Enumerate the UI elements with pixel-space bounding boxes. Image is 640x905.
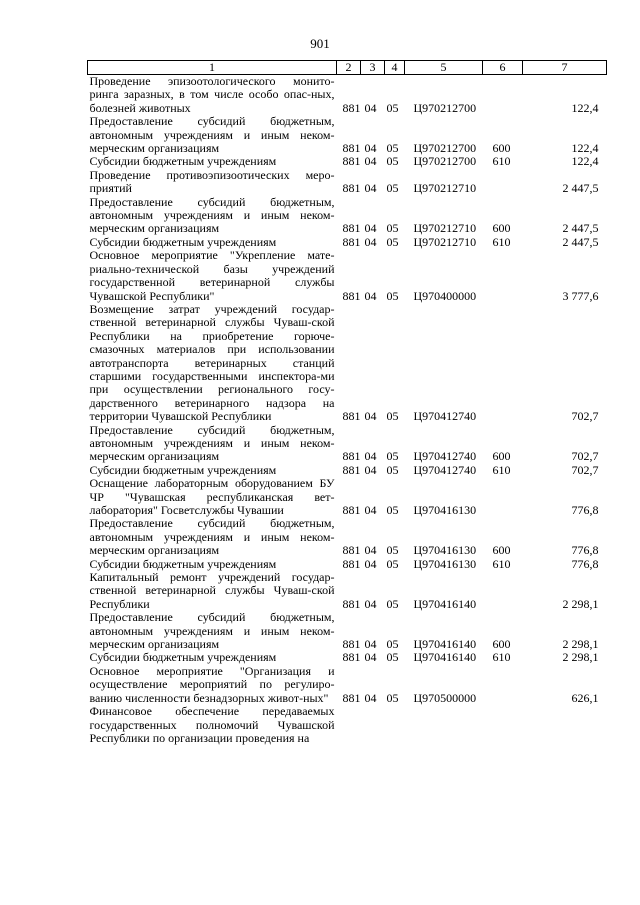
- row-expense-type-cell: 610: [492, 650, 511, 665]
- table-row: [88, 517, 607, 557]
- row-subsection-cell: 05: [386, 100, 399, 115]
- row-section-cell: 04: [364, 234, 377, 249]
- row-org-code-cell: 881: [342, 596, 361, 611]
- row-section-cell: 04: [364, 141, 377, 156]
- row-target-article-cell: Ц970416140: [413, 650, 477, 665]
- row-org-code-cell: 881: [342, 154, 361, 169]
- page-number: 901: [310, 36, 330, 51]
- row-subsection-cell: 05: [386, 288, 399, 303]
- row-name-cell: Проведение эпизоотологического монито-ринга заразных, в том числе особо опас-ных, болезней животных: [89, 74, 335, 115]
- row-section-cell: 04: [364, 100, 377, 115]
- row-expense-type-cell: 600: [492, 141, 511, 156]
- row-org-code-cell: 881: [342, 181, 361, 196]
- row-target-article-cell: Ц970412740: [413, 409, 477, 424]
- row-org-code-cell: 881: [342, 462, 361, 477]
- table-row: [88, 169, 607, 196]
- row-expense-type-cell: 600: [492, 221, 511, 236]
- header-col-2: 2: [337, 61, 361, 75]
- row-name-cell: Оснащение лабораторным оборудованием БУ ЧР "Чувашская республиканская вет-лаборатория" Госветслужбы Чувашии: [89, 476, 335, 517]
- row-subsection-cell: 05: [386, 141, 399, 156]
- row-name-cell: Капитальный ремонт учреждений государ-ственной ветеринарной службы Чуваш-ской Республики: [89, 570, 335, 611]
- row-subsection-cell: 05: [386, 181, 399, 196]
- row-amount-cell: 3 777,6: [562, 288, 599, 303]
- header-col-4: 4: [385, 61, 405, 75]
- row-org-code-cell: 881: [342, 234, 361, 249]
- row-expense-type-cell: 600: [492, 637, 511, 652]
- row-expense-type-cell: [483, 303, 523, 424]
- table-row: [88, 665, 607, 705]
- row-org-code-cell: 881: [342, 650, 361, 665]
- table-row: [88, 155, 607, 168]
- row-amount-cell: 2 298,1: [562, 596, 599, 611]
- row-expense-type-cell: [483, 705, 523, 745]
- row-target-article-cell: Ц970500000: [413, 690, 477, 705]
- row-org-code-cell: 881: [342, 141, 361, 156]
- row-amount-cell: 122,4: [571, 141, 599, 156]
- row-target-article-cell: Ц970212700: [413, 141, 477, 156]
- row-expense-type-cell: 610: [492, 234, 511, 249]
- row-subsection-cell: 05: [386, 556, 399, 571]
- row-org-code-cell: [337, 705, 361, 745]
- row-expense-type-cell: 600: [492, 543, 511, 558]
- row-name-cell: Субсидии бюджетным учреждениям: [89, 556, 277, 571]
- row-section-cell: 04: [364, 690, 377, 705]
- row-org-code-cell: 881: [342, 100, 361, 115]
- row-org-code-cell: 881: [342, 637, 361, 652]
- row-amount-cell: 122,4: [571, 154, 599, 169]
- row-target-article-cell: Ц970416140: [413, 596, 477, 611]
- row-amount-cell: 626,1: [571, 690, 599, 705]
- row-org-code-cell: 881: [342, 449, 361, 464]
- row-subsection-cell: 05: [386, 650, 399, 665]
- row-section-cell: 04: [364, 154, 377, 169]
- row-amount-cell: 776,8: [571, 543, 599, 558]
- row-section-cell: 04: [364, 181, 377, 196]
- row-target-article-cell: Ц970412740: [413, 449, 477, 464]
- row-subsection-cell: [385, 705, 405, 745]
- table-row: [88, 196, 607, 236]
- header-col-1: 1: [88, 61, 337, 75]
- row-org-code-cell: 881: [342, 503, 361, 517]
- row-target-article-cell: [405, 705, 483, 745]
- row-name-cell: Проведение противоэпизоотических меро-приятий: [89, 167, 335, 196]
- header-col-6: 6: [483, 61, 523, 75]
- row-org-code-cell: 881: [342, 543, 361, 558]
- row-section-cell: 04: [364, 409, 377, 424]
- row-section-cell: 04: [364, 462, 377, 477]
- row-section-cell: 04: [364, 596, 377, 611]
- row-section-cell: 04: [364, 221, 377, 236]
- row-name-cell: Субсидии бюджетным учреждениям: [89, 234, 277, 249]
- row-target-article-cell: Ц970212700: [413, 100, 477, 115]
- row-subsection-cell: 05: [386, 462, 399, 477]
- row-name-cell: Предоставление субсидий бюджетным, автономным учреждениям и иным неком-мерческим организациям: [89, 422, 335, 464]
- table-row: [88, 571, 607, 611]
- table-row: [88, 477, 607, 517]
- table-row: [88, 75, 607, 116]
- row-amount-cell: 2 447,5: [562, 221, 599, 236]
- row-amount-cell: 702,7: [571, 462, 599, 477]
- table-body: [88, 75, 607, 746]
- table-row: [88, 558, 607, 571]
- row-target-article-cell: Ц970400000: [413, 288, 477, 303]
- row-expense-type-cell: 610: [492, 154, 511, 169]
- row-name-cell: Финансовое обеспечение передаваемых государственных полномочий Чувашской Республики по организации проведения на: [89, 704, 335, 745]
- row-target-article-cell: Ц970212710: [413, 181, 477, 196]
- header-col-5: 5: [405, 61, 483, 75]
- table-header-row: [88, 61, 607, 75]
- table-row: [88, 424, 607, 464]
- table-row: [88, 236, 607, 249]
- row-section-cell: 04: [364, 449, 377, 464]
- row-name-cell: Основное мероприятие "Организация и осуществление мероприятий по регулиро-ванию численности безнадзорных живот-ных": [89, 663, 335, 705]
- table-row: [88, 464, 607, 477]
- row-subsection-cell: 05: [386, 154, 399, 169]
- row-name-cell: Возмещение затрат учреждений государ-ственной ветеринарной службы Чуваш-ской Республики на приобретение горюче-смазочных материалов при использовании автотранспорта ветеринарных станций старшими государственными инспектора-ми при осуществлении регионального госу-дарственного ветеринарного надзора на территории Чувашской Республики: [89, 301, 335, 424]
- row-target-article-cell: Ц970212700: [413, 154, 477, 169]
- row-target-article-cell: Ц970416140: [413, 637, 477, 652]
- row-amount-cell: 776,8: [571, 556, 599, 571]
- row-expense-type-cell: [483, 169, 523, 196]
- row-expense-type-cell: 600: [492, 449, 511, 464]
- row-section-cell: 04: [364, 543, 377, 558]
- row-section-cell: 04: [364, 637, 377, 652]
- row-amount-cell: 702,7: [571, 449, 599, 464]
- row-expense-type-cell: 610: [492, 556, 511, 571]
- row-subsection-cell: 05: [386, 596, 399, 611]
- row-org-code-cell: 881: [342, 409, 361, 424]
- row-org-code-cell: 881: [342, 221, 361, 236]
- row-target-article-cell: Ц970416130: [413, 556, 477, 571]
- row-section-cell: 04: [364, 288, 377, 303]
- row-amount-cell: 2 298,1: [562, 650, 599, 665]
- row-expense-type-cell: [483, 571, 523, 611]
- row-org-code-cell: 881: [342, 556, 361, 571]
- row-expense-type-cell: [483, 665, 523, 705]
- row-name-cell: Предоставление субсидий бюджетным, автономным учреждениям и иным неком-мерческим организациям: [89, 114, 335, 156]
- table-row: [88, 705, 607, 745]
- row-amount-cell: 2 298,1: [562, 637, 599, 652]
- row-section-cell: 04: [364, 556, 377, 571]
- row-amount-cell: 122,4: [571, 100, 599, 115]
- row-expense-type-cell: [483, 249, 523, 303]
- row-subsection-cell: 05: [386, 449, 399, 464]
- row-subsection-cell: 05: [386, 690, 399, 705]
- row-name-cell: Субсидии бюджетным учреждениям: [89, 650, 277, 665]
- header-col-7: 7: [523, 61, 607, 75]
- row-section-cell: 04: [364, 650, 377, 665]
- header-col-3: 3: [361, 61, 385, 75]
- table-row: [88, 651, 607, 664]
- row-org-code-cell: 881: [342, 288, 361, 303]
- row-name-cell: Предоставление субсидий бюджетным, автономным учреждениям и иным неком-мерческим организациям: [89, 516, 335, 558]
- row-target-article-cell: Ц970212710: [413, 234, 477, 249]
- row-expense-type-cell: [483, 75, 523, 116]
- row-subsection-cell: 05: [386, 409, 399, 424]
- row-section-cell: 04: [364, 503, 377, 517]
- row-subsection-cell: 05: [386, 503, 399, 517]
- row-name-cell: Предоставление субсидий бюджетным, автономным учреждениям и иным неком-мерческим организациям: [89, 610, 335, 652]
- row-amount-cell: [523, 705, 607, 745]
- row-subsection-cell: 05: [386, 637, 399, 652]
- row-section-cell: [361, 705, 385, 745]
- row-amount-cell: 702,7: [571, 409, 599, 424]
- row-target-article-cell: Ц970416130: [413, 503, 477, 517]
- row-expense-type-cell: 610: [492, 462, 511, 477]
- row-subsection-cell: 05: [386, 234, 399, 249]
- row-name-cell: Субсидии бюджетным учреждениям: [89, 462, 277, 477]
- row-name-cell: Предоставление субсидий бюджетным, автономным учреждениям и иным неком-мерческим организациям: [89, 194, 335, 236]
- row-name-cell: Субсидии бюджетным учреждениям: [89, 154, 277, 169]
- row-target-article-cell: Ц970416130: [413, 543, 477, 558]
- row-subsection-cell: 05: [386, 221, 399, 236]
- table-row: [88, 303, 607, 424]
- row-target-article-cell: Ц970212710: [413, 221, 477, 236]
- table-row: [88, 611, 607, 651]
- row-amount-cell: 2 447,5: [562, 234, 599, 249]
- row-expense-type-cell: [483, 477, 523, 517]
- row-amount-cell: 2 447,5: [562, 181, 599, 196]
- row-subsection-cell: 05: [386, 543, 399, 558]
- row-org-code-cell: 881: [342, 690, 361, 705]
- budget-table: [87, 60, 607, 745]
- row-amount-cell: 776,8: [571, 503, 599, 517]
- table-row: [88, 115, 607, 155]
- row-target-article-cell: Ц970412740: [413, 462, 477, 477]
- table-row: [88, 249, 607, 303]
- row-name-cell: Основное мероприятие "Укрепление мате-риально-технической базы учреждений государственной ветеринарной службы Чувашской Республики": [89, 248, 335, 303]
